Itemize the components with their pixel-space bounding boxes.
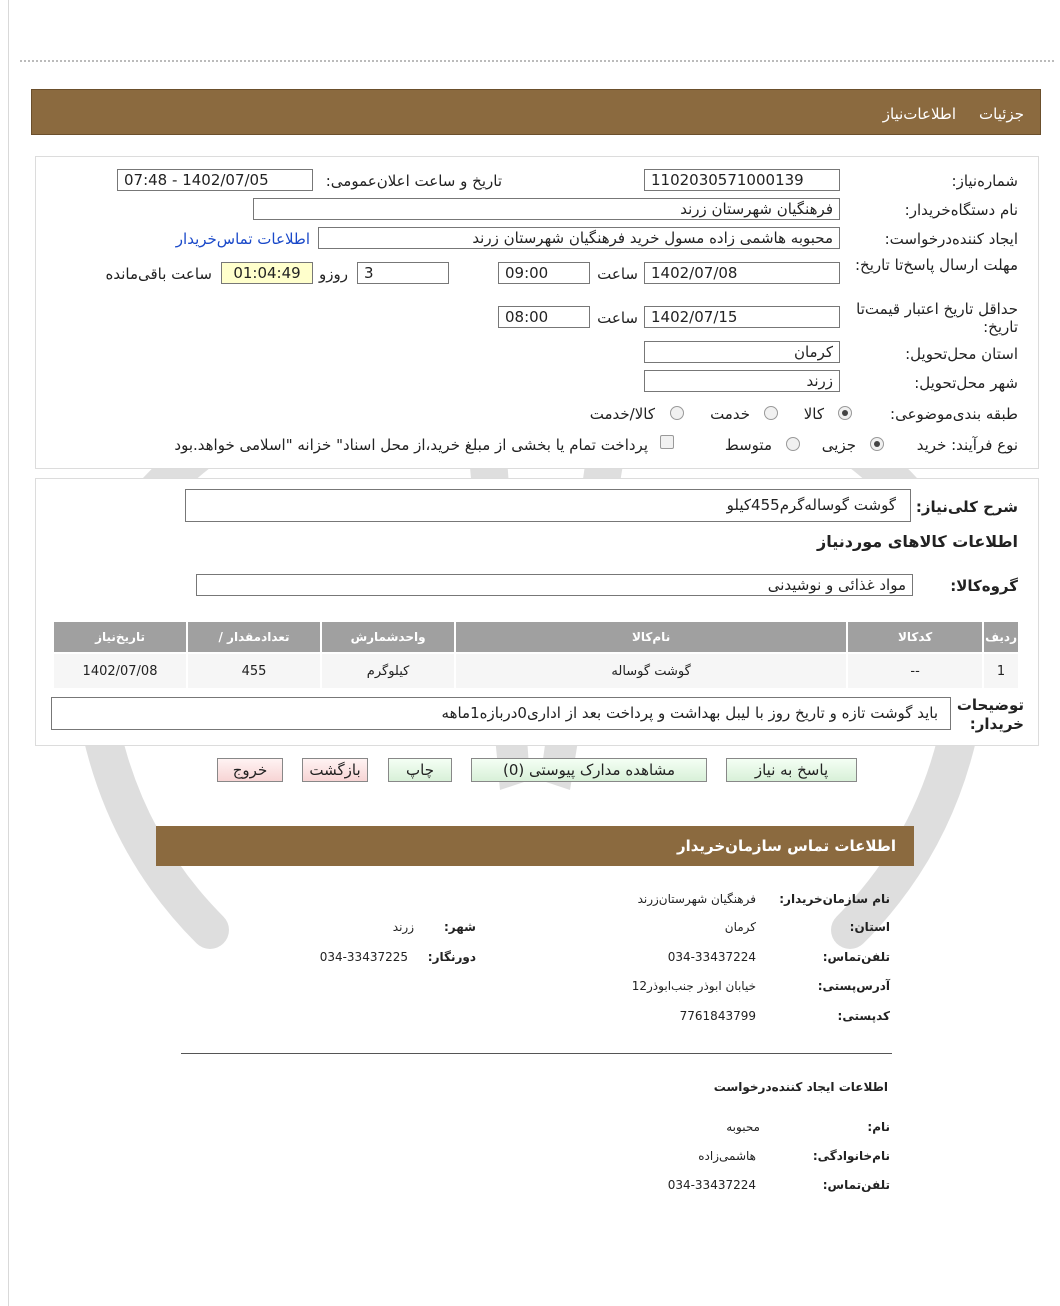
buyer-org-field: فرهنگیان شهرستان زرند xyxy=(253,198,840,220)
payment-treasury-checkbox[interactable] xyxy=(660,435,674,449)
contact-phone-label: تلفن‌تماس: xyxy=(822,950,890,964)
reply-deadline-label: مهلت ارسال پاسخ‌تا تاریخ: xyxy=(854,256,1018,274)
tab-details[interactable]: جزئیات xyxy=(979,105,1024,123)
contact-fax-value: 034-33437225 xyxy=(319,950,408,964)
col-unit: واحدشمارش xyxy=(322,622,454,652)
contact-org-label: نام سازمان‌خریدار: xyxy=(779,892,890,906)
cell-quantity: 455 xyxy=(188,654,320,688)
cell-need-date: 1402/07/08 xyxy=(54,654,186,688)
buyer-org-label: نام دستگاه‌خریدار: xyxy=(904,201,1018,219)
contact-postal-label: کدپستی: xyxy=(837,1009,890,1023)
general-desc-field: گوشت گوساله‌گرم455کیلو xyxy=(185,489,911,522)
attachments-button[interactable]: مشاهده مدارک پیوستی (0) xyxy=(471,758,707,782)
creator-name-value: محبوبه xyxy=(726,1120,760,1134)
table-header-row xyxy=(54,622,1018,652)
days-field: 3 xyxy=(357,262,449,284)
cell-row: 1 xyxy=(984,654,1018,688)
buyer-contact-link[interactable]: اطلاعات تماس‌خریدار xyxy=(175,230,310,248)
proc-medium-label: متوسط xyxy=(724,436,772,454)
buyer-notes-field: باید گوشت تازه و تاریخ روز با لیبل بهداشت و پرداخت بعد از اداری0دربازه1ماهه xyxy=(51,697,951,730)
price-time-field: 08:00 xyxy=(498,306,590,328)
cat-service-label: خدمت xyxy=(710,405,750,423)
creator-field: محبوبه هاشمی زاده مسول خرید فرهنگیان شهرستان زرند xyxy=(318,227,840,249)
creator-phone-label: تلفن‌تماس: xyxy=(822,1178,890,1192)
province-label: استان محل‌تحویل: xyxy=(905,345,1018,363)
creator-phone-value: 034-33437224 xyxy=(667,1178,756,1192)
col-row: ردیف xyxy=(984,622,1018,652)
proc-medium-radio[interactable] xyxy=(786,437,800,451)
creator-label: ایجاد کننده‌درخواست: xyxy=(884,230,1018,248)
items-table xyxy=(52,620,1020,690)
top-dotted-divider xyxy=(20,60,1054,62)
back-button[interactable]: بازگشت xyxy=(302,758,368,782)
contact-province-value: کرمان xyxy=(724,920,756,934)
print-button[interactable]: چاپ xyxy=(388,758,452,782)
col-need-date: تاریخ‌نیاز xyxy=(54,622,186,652)
cell-unit: کیلوگرم xyxy=(322,654,454,688)
city-field: زرند xyxy=(644,370,840,392)
reply-button[interactable]: پاسخ به نیاز xyxy=(726,758,857,782)
cat-goods-radio[interactable] xyxy=(838,406,852,420)
announce-date-field: 1402/07/05 - 07:48 xyxy=(117,169,313,191)
remaining-label: ساعت باقی‌مانده xyxy=(105,265,212,283)
category-label: طبقه بندی‌موضوعی: xyxy=(890,405,1018,423)
items-section-title: اطلاعات کالاهای موردنیاز xyxy=(817,532,1018,551)
need-number-field: 1102030571000139 xyxy=(644,169,840,191)
cat-both-label: کالا/خدمت xyxy=(589,405,655,423)
col-code: کدکالا xyxy=(848,622,982,652)
goods-group-field: مواد غذائی و نوشیدنی xyxy=(196,574,913,596)
col-name: نام‌کالا xyxy=(456,622,846,652)
payment-note: پرداخت تمام یا بخشی از مبلغ خرید،از محل اسناد" خزانه "اسلامی خواهد.بود xyxy=(174,436,648,454)
tab-need-info[interactable]: اطلاعات‌نیاز xyxy=(882,105,956,123)
process-label: نوع فرآیند: خرید xyxy=(916,436,1018,454)
remaining-timer: 01:04:49 xyxy=(221,262,313,284)
price-time-label: ساعت xyxy=(597,309,638,327)
cat-goods-label: کالا xyxy=(803,405,824,423)
cell-name: گوشت گوساله xyxy=(456,654,846,688)
general-desc-label: شرح کلی‌نیاز: xyxy=(915,498,1018,516)
reply-date-field: 1402/07/08 xyxy=(644,262,840,284)
contact-city-label: شهر: xyxy=(444,920,476,934)
creator-name-label: نام: xyxy=(867,1120,890,1134)
contact-city-value: زرند xyxy=(392,920,414,934)
buyer-notes-label: توضیحات خریدار: xyxy=(956,696,1024,733)
reply-time-label: ساعت xyxy=(597,265,638,283)
creator-family-label: نام‌خانوادگی: xyxy=(812,1149,890,1163)
price-validity-label: حداقل تاریخ اعتبار قیمت‌تا تاریخ: xyxy=(856,300,1018,336)
days-label: روزو xyxy=(319,265,348,283)
contact-postal-value: 7761843799 xyxy=(679,1009,756,1023)
proc-partial-label: جزیی xyxy=(821,436,856,454)
contact-address-value: خیابان ابوذر جنب‌ابوذر12 xyxy=(631,979,756,993)
proc-partial-radio[interactable] xyxy=(870,437,884,451)
exit-button[interactable]: خروج xyxy=(217,758,283,782)
contact-section-bar xyxy=(156,826,914,866)
page-header-bar xyxy=(31,89,1041,135)
contact-province-label: استان: xyxy=(849,920,890,934)
goods-group-label: گروه‌کالا: xyxy=(950,577,1018,595)
announce-date-label: تاریخ و ساعت اعلان‌عمومی: xyxy=(325,172,502,190)
cat-both-radio[interactable] xyxy=(670,406,684,420)
table-row xyxy=(54,654,1018,688)
cell-code: -- xyxy=(848,654,982,688)
contact-section-title: اطلاعات تماس سازمان‌خریدار xyxy=(676,837,896,855)
price-date-field: 1402/07/15 xyxy=(644,306,840,328)
cat-service-radio[interactable] xyxy=(764,406,778,420)
need-number-label: شماره‌نیاز: xyxy=(951,172,1018,190)
contact-divider xyxy=(181,1053,892,1054)
contact-phone-value: 034-33437224 xyxy=(667,950,756,964)
creator-family-value: هاشمی‌زاده xyxy=(698,1149,756,1163)
contact-org-value: فرهنگیان شهرستان‌زرند xyxy=(637,892,756,906)
city-label: شهر محل‌تحویل: xyxy=(914,374,1018,392)
creator-section-title: اطلاعات ایجاد کننده‌درخواست xyxy=(713,1080,888,1094)
left-border-line xyxy=(8,0,9,1306)
col-quantity: تعدادمقدار / xyxy=(188,622,320,652)
reply-time-field: 09:00 xyxy=(498,262,590,284)
contact-fax-label: دورنگار: xyxy=(427,950,476,964)
contact-address-label: آدرس‌پستی: xyxy=(817,979,890,993)
province-field: کرمان xyxy=(644,341,840,363)
